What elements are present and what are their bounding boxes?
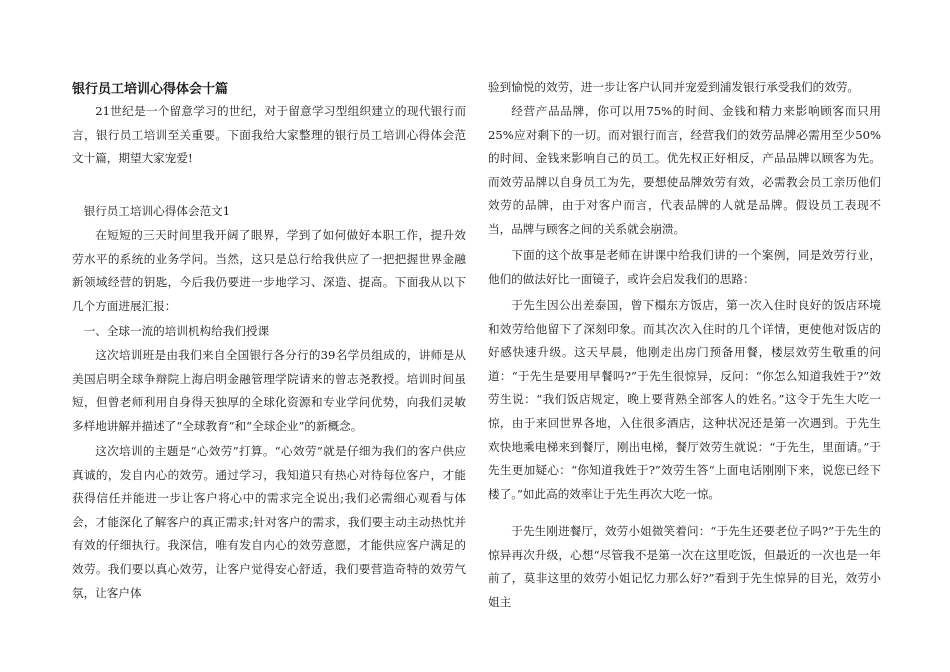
intro-paragraph: 21世纪是一个留意学习的世纪，对于留意学习型组织建立的现代银行而言，银行员工培训至关重要。下面我给大家整理的银行员工培训心得体会范文十篇，期望大家宠爱! (72, 104, 466, 166)
section-heading-sample-1: 银行员工培训心得体会范文1 (83, 204, 231, 218)
paragraph: 下面的这个故事是老师在讲课中给我们讲的一个案例，同是效劳行业，他们的做法好比一面镜子，或许会启发我们的思路： (488, 248, 881, 286)
paragraph-continued: 验到愉悦的效劳，进一步让客户认同并宠爱到浦发银行承受我们的效劳。 (488, 80, 860, 94)
paragraph: 在短短的三天时间里我开阔了眼界，学到了如何做好本职工作，提升效劳水平的系统的业务学问。当然，这只是总行给我供应了一把把握世界金融新领域经营的钥匙，今后我仍要进一步地学习、深造、提高。下面我从以下几个方面进展汇报： (72, 228, 466, 313)
paragraph: 经营产品品牌，你可以用75%的时间、金钱和精力来影响顾客而只用25%应对剩下的一切。而对银行而言，经营我们的效劳品牌必需用至少50%的时间、金钱来影响自己的员工。优先权正好相反，产品品牌以顾客为先。而效劳品牌以自身员工为先，要想使品牌效劳有效，必需教会员工亲历他们效劳的品牌，由于对客户而言，代表品牌的人就是品牌。假设员工表现不当，品牌与顾客之间的关系就会崩溃。 (488, 104, 881, 236)
paragraph: 这次培训班是由我们来自全国银行各分行的39名学员组成的，讲师是从美国启明全球争辩院上海启明金融管理学院请来的曾志尧教授。培训时间虽短，但曾老师利用自身得天独厚的全球化资源和专业学问优势，向我们灵敏多样地讲解并描述了“全球教育”和“全球企业”的新概念。 (72, 348, 466, 433)
paragraph: 于先生因公出差泰国，曾下榻东方饭店，第一次入住时良好的饭店环境和效劳给他留下了深刻印象。而其次次入住时的几个详情，更使他对饭店的好感快速升级。这天早晨，他刚走出房门预备用餐，楼层效劳生敬重的问道：“于先生是要用早餐吗?”于先生很惊异，反问：“你怎么知道我姓于?”效劳生说：“我们饭店规定，晚上要背熟全部客人的姓名。”这令于先生大吃一惊，由于来回世界各地，入住很多酒店，这种状况还是第一次遇到。于先生欢快地乘电梯来到餐厅，刚出电梯，餐厅效劳生就说：“于先生，里面请。”于先生更加疑心：“你知道我姓于?”效劳生答“上面电话刚刚下来，说您已经下楼了。”如此高的效率让于先生再次大吃一惊。 (488, 298, 881, 501)
paragraph: 于先生刚进餐厅，效劳小姐微笑着问：“于先生还要老位子吗?”于先生的惊异再次升级，心想“尽管我不是第一次在这里吃饭，但最近的一次也是一年前了，莫非这里的效劳小姐记忆力那么好?”看到于先生惊异的目光，效劳小姐主 (488, 524, 881, 609)
document-title: 银行员工培训心得体会十篇 (72, 82, 229, 97)
paragraph: 这次培训的主题是“心效劳”打算。“心效劳”就是仔细为我们的客户供应真诚的，发自内心的效劳。通过学习，我知道只有热心对待每位客户，才能获得信任并能进一步让客户将心中的需求完全说出;我们必需细心观看与体会，才能深化了解客户的真正需求;针对客户的需求，我们要主动主动热忱并有效的仔细执行。我深信，唯有发自内心的效劳意愿，才能供应客户满足的效劳。我们要以真心效劳，让客户觉得安心舒适，我们要营造奇特的效劳气氛，让客户体 (72, 444, 466, 600)
subheading-1: 一、全球一流的培训机构给我们授课 (83, 324, 270, 338)
